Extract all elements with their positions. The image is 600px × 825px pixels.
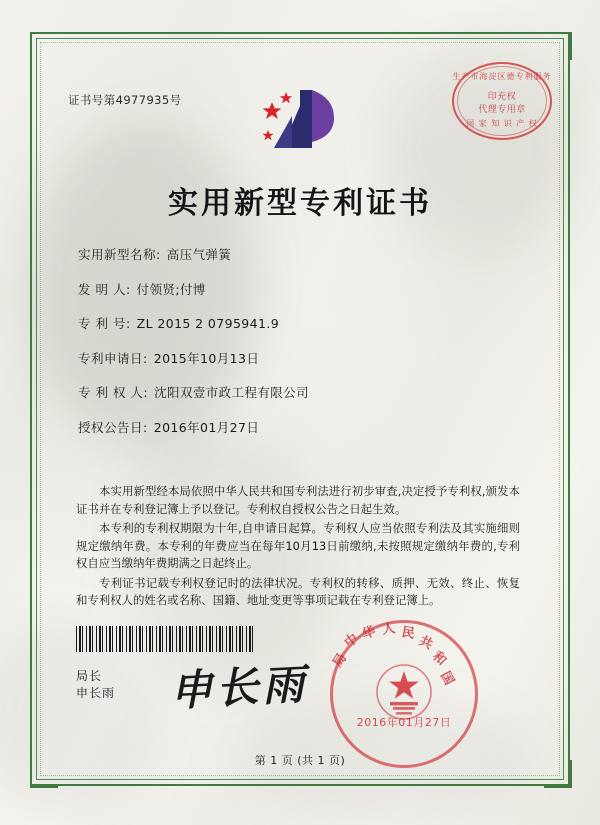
field-value: 付领贤;付博 — [136, 281, 206, 297]
field-label: 授权公告日: — [78, 419, 148, 435]
field-row — [78, 383, 508, 401]
field-label: 实用新型名称: — [78, 247, 161, 262]
body-paragraph: 本专利的专利权期限为十年,自申请日起算。专利权人应当依照专利法及其实施细则规定缴纳年费。本专利的年费应当在每年10月13日前缴纳,未按照规定缴纳年费的,专利权自应当缴纳年费期满之日起终止。 — [76, 521, 520, 570]
field-value: 高压气弹簧 — [166, 247, 232, 262]
field-row — [78, 245, 508, 263]
barcode-icon — [76, 626, 256, 652]
field-row — [78, 418, 508, 436]
field-label: 专 利 权 人: — [78, 385, 149, 400]
stamp-line2-text: 代理专用章 — [478, 105, 526, 115]
border-corner-ornament — [544, 32, 572, 60]
stamp-arc-bottom-text: 国 家 知 识 产 权 — [466, 119, 538, 128]
page-footer: 第 1 页 (共 1 页) — [254, 754, 346, 767]
border-corner-ornament — [30, 32, 58, 60]
national-emblem-round-seal-icon: 中 华 人 民 共 和 国 局 2016年01月27日 — [330, 620, 478, 768]
red-round-stamp-icon — [452, 62, 554, 142]
field-label: 发 明 人: — [78, 281, 131, 297]
signature-block — [76, 668, 115, 702]
field-row — [78, 314, 508, 332]
field-value: 2015年10月13日 — [153, 350, 260, 366]
patent-office-logo-icon — [260, 86, 346, 168]
field-value: ZL 2015 2 0795941.9 — [136, 316, 280, 331]
field-row — [78, 280, 508, 298]
field-label: 专利申请日: — [78, 350, 148, 366]
field-value: 2016年01月27日 — [153, 419, 260, 435]
page-title: 实用新型专利证书 — [168, 186, 432, 221]
stamp-line1-text: 印充权 — [487, 92, 517, 102]
patent-field-list — [78, 245, 508, 452]
certificate-number: 证书号第4977935号 — [68, 93, 182, 107]
seal-date: 2016年01月27日 — [356, 716, 452, 729]
certificate-body-text — [76, 483, 520, 612]
signature-title-label: 局长 — [76, 669, 103, 683]
signature-name-label: 申长雨 — [76, 686, 116, 700]
field-row — [78, 349, 508, 367]
body-paragraph: 本实用新型经本局依照中华人民共和国专利法进行初步审查,决定授予专利权,颁发本证书并在专利登记簿上予以登记。专利权自授权公告之日起生效。 — [76, 484, 520, 516]
field-label: 专 利 号: — [78, 316, 131, 331]
field-value: 沈阳双壹市政工程有限公司 — [154, 385, 309, 400]
stamp-arc-top-text: 生产市海淀区德专利服务 — [452, 72, 552, 81]
handwritten-signature: 申长雨 — [168, 659, 310, 716]
body-paragraph: 专利证书记载专利权登记时的法律状况。专利权的转移、质押、无效、终止、恢复和专利权人的姓名或名称、国籍、地址变更等事项记载在专利登记簿上。 — [76, 575, 520, 607]
